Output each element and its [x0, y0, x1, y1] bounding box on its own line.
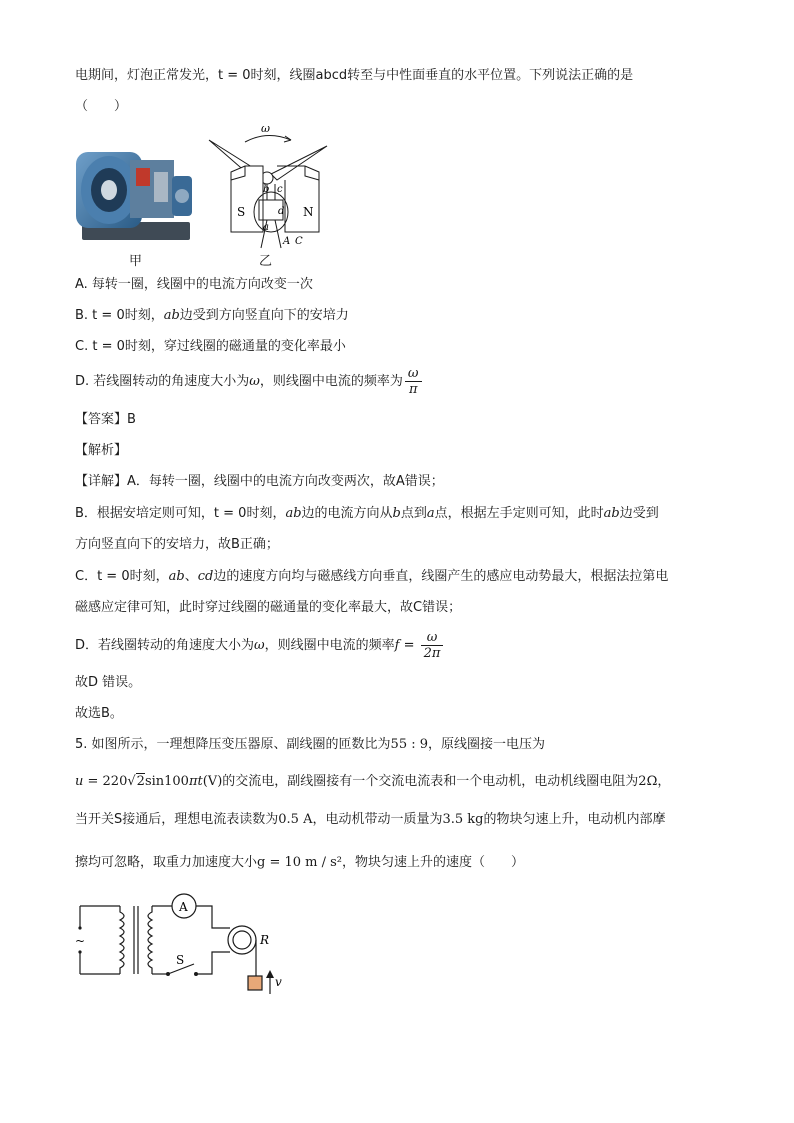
answer: 【答案】B	[75, 412, 136, 427]
c-label: c	[277, 184, 283, 195]
fig-label-jia: 甲	[129, 254, 143, 269]
N-pole-label: N	[303, 205, 314, 219]
S-pole-label: S	[237, 205, 246, 219]
detail-D: D．若线圈转动的角速度大小为ω，则线圈中电流的频率f = $\frac{\omega}{2\pi}$	[75, 630, 445, 661]
q5-line3: 当开关S接通后，理想电流表读数为0.5 A，电动机带动一质量为3.5 kg的物块匀速上升，电动机内部摩	[75, 812, 666, 827]
switch-S-label: S	[176, 953, 185, 967]
transformer-circuit	[72, 890, 292, 1000]
detail-C-line2: 磁感应定律可知，此时穿过线圈的磁通量的变化率最大，故C错误；	[75, 600, 462, 615]
q5-line1: 5. 如图所示，一理想降压变压器原、副线圈的匝数比为55 : 9，原线圈接一电压为	[75, 737, 546, 752]
generator-schematic	[205, 120, 340, 252]
velocity-v-label: v	[275, 975, 282, 989]
ammeter-label: A	[179, 900, 188, 914]
b-label: b	[263, 184, 270, 195]
ac-source-symbol: ~	[75, 934, 86, 948]
omega-label: ω	[261, 122, 270, 135]
conclusion: 故选B。	[75, 706, 123, 721]
A-terminal-label: A	[283, 236, 291, 247]
d-label: d	[278, 206, 285, 217]
motor-R-label: R	[260, 933, 270, 947]
analysis-title: 【解析】	[75, 443, 128, 458]
a-label: a	[263, 222, 269, 233]
option-A: A. 每转一圈，线圈中的电流方向改变一次	[75, 277, 313, 292]
option-B: B. t = 0时刻，ab边受到方向竖直向下的安培力	[75, 308, 349, 323]
generator-photo	[72, 138, 198, 250]
fig-label-yi: 乙	[259, 254, 273, 269]
q4-intro-line2: （ ）	[75, 99, 128, 114]
q4-intro-line1: 电期间，灯泡正常发光，t = 0时刻，线圈abcd转至与中性面垂直的水平位置。下列说法正确的是	[75, 68, 634, 83]
detail-B-line2: 方向竖直向下的安培力，故B正确；	[75, 537, 279, 552]
detail-A: 【详解】A．每转一圈，线圈中的电流方向改变两次，故A错误；	[75, 474, 444, 489]
option-D: D. 若线圈转动的角速度大小为ω，则线圈中电流的频率为 $\frac{\omega}{\pi}$	[75, 366, 424, 397]
detail-C-line1: C．t = 0时刻，ab、cd边的速度方向均与磁感线方向垂直，线圈产生的感应电动势最大，根据法拉第电	[75, 569, 669, 584]
option-C: C. t = 0时刻，穿过线圈的磁通量的变化率最小	[75, 339, 346, 354]
q5-line2: u = 220√2sin100πt(V)的交流电，副线圈接有一个交流电流表和一个电动机，电动机线圈电阻为2Ω，	[75, 774, 671, 789]
detail-B-line1: B．根据安培定则可知，t = 0时刻，ab边的电流方向从b点到a点，根据左手定则可知，此时ab边受到	[75, 506, 659, 521]
detail-D-end: 故D 错误。	[75, 675, 142, 690]
C-terminal-label: C	[295, 236, 303, 247]
q5-line4: 擦均可忽略，取重力加速度大小g = 10 m / s²，物块匀速上升的速度（ ）	[75, 855, 525, 870]
